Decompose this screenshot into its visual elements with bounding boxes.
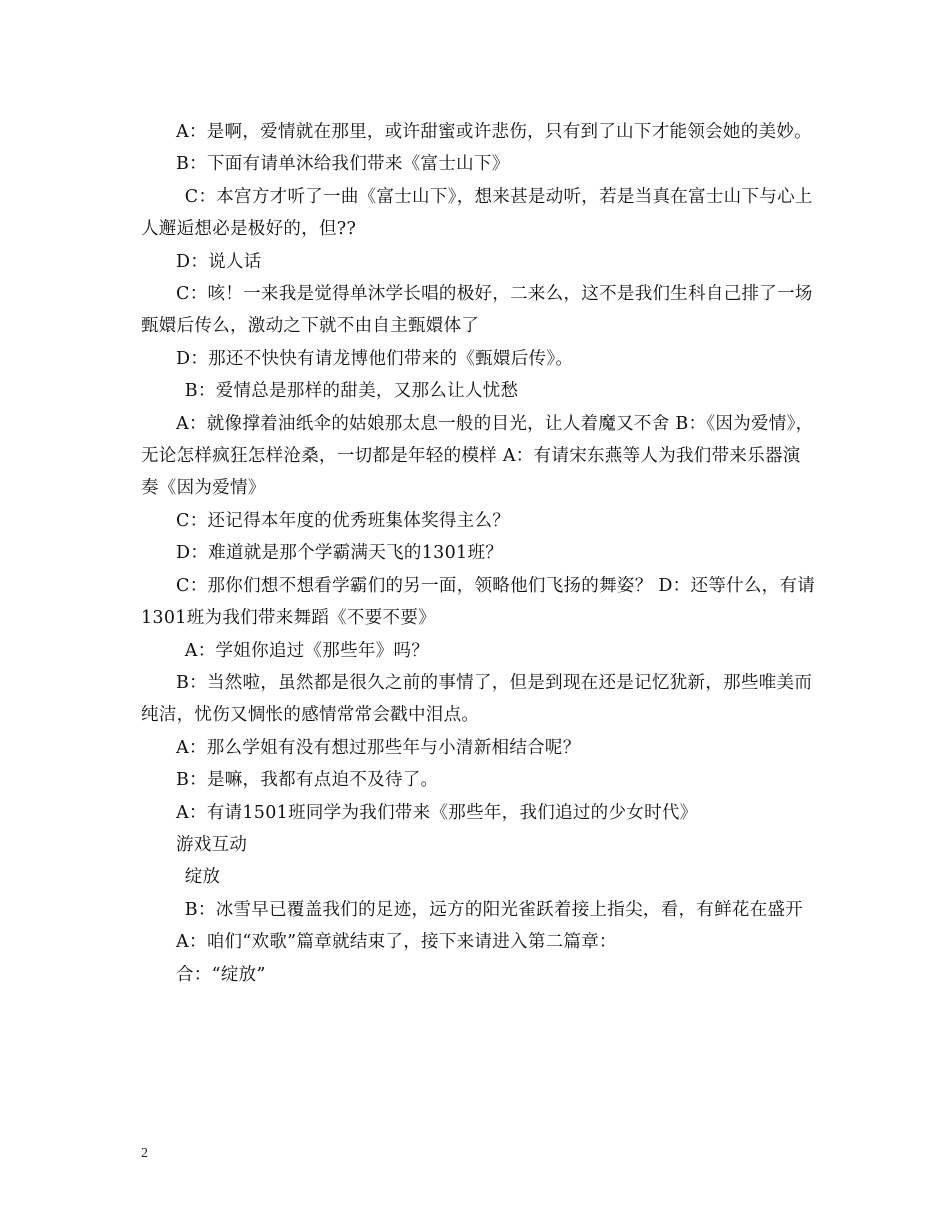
paragraph: B：爱情总是那样的甜美，又那么让人忧愁 [184, 381, 519, 402]
paragraph: B：是嘛，我都有点迫不及待了。 [176, 770, 439, 791]
paragraph: C：咳！一来我是觉得单沐学长唱的极好，二来么，这不是我们生科自己排了一场甄嬛后传么，激动之下就不由自主甄嬛体了 [141, 284, 813, 337]
paragraph: D：难道就是那个学霸满天飞的1301班？ [176, 543, 504, 564]
section-heading: 绽放 [184, 867, 221, 888]
paragraph: C：本宫方才听了一曲《富士山下》，想来甚是动听，若是当真在富士山下与心上人邂逅想必是极好的，但?? [141, 186, 813, 240]
paragraph: A：那么学姐有没有想过那些年与小清新相结合呢？ [176, 737, 581, 758]
paragraph: D：说人话 [176, 251, 262, 272]
paragraph: A：咱们“欢歌”篇章就结束了，接下来请进入第二篇章： [176, 932, 617, 953]
paragraph: A：就像撑着油纸伞的姑娘那太息一般的目光，让人着魔又不舍 B：《因为爱情》，无论怎样疯狂怎样沧桑，一切都是年轻的模样 A：有请宋东燕等人为我们带来乐器演奏《因为爱情》 [141, 413, 814, 499]
paragraph: B：冰雪早已覆盖我们的足迹，远方的阳光雀跃着接上指尖，看，有鲜花在盛开 [184, 899, 804, 920]
paragraph: B：当然啦，虽然都是很久之前的事情了，但是到现在还是记忆犹新，那些唯美而纯洁，忧伤又惆怅的感情常常会戳中泪点。 [141, 672, 813, 726]
paragraph: C：还记得本年度的优秀班集体奖得主么？ [176, 510, 511, 531]
paragraph: A：是啊，爱情就在那里，或许甜蜜或许悲伤，只有到了山下才能领会她的美妙。 [176, 122, 812, 142]
paragraph: C：那你们想不想看学霸们的另一面，领略他们飞扬的舞姿？ D：还等什么，有请1301班为我们带来舞蹈《不要不要》 [141, 575, 816, 629]
page-number: 2 [141, 1146, 148, 1161]
paragraph: A：学姐你追过《那些年》吗？ [184, 640, 430, 661]
paragraph: D：那还不快快有请龙博他们带来的《甄嬛后传》。 [176, 348, 574, 369]
paragraph: 合：“绽放” [176, 964, 266, 985]
document-body [141, 116, 817, 991]
paragraph: B：下面有请单沐给我们带来《富士山下》 [176, 154, 510, 175]
section-heading: 游戏互动 [176, 834, 248, 855]
paragraph: A：有请1501班同学为我们带来《那些年，我们追过的少女时代》 [176, 802, 698, 823]
